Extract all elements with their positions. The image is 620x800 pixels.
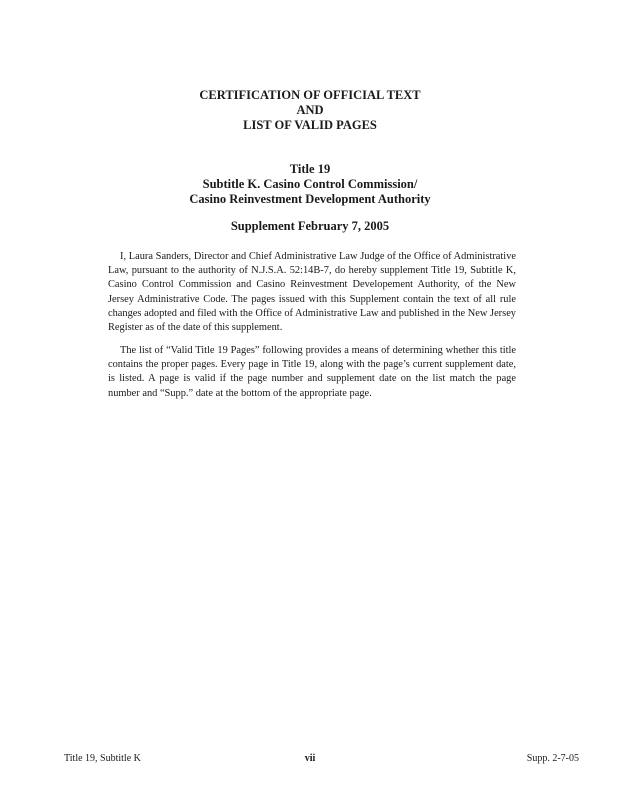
title-number: Title 19 <box>289 162 331 176</box>
certification-heading-line-1: CERTIFICATION OF OFFICIAL TEXT <box>199 88 421 102</box>
footer-page-number: vii <box>304 753 316 764</box>
footer-supplement-date: Supp. 2-7-05 <box>526 753 579 764</box>
certification-heading-line-3: LIST OF VALID PAGES <box>243 118 377 132</box>
title-block <box>0 162 620 207</box>
certification-heading-line-2: AND <box>296 103 324 117</box>
valid-pages-paragraph: The list of “Valid Title 19 Pages” following provides a means of determining whether this title contains the proper pages. Every page in Title 19, along with the page’s current supplement date, is listed. A page is valid if the page number and supplement date on the list match the page number and “Supp.” date at the bottom of the appropriate page. <box>108 345 516 399</box>
supplement-date: Supplement February 7, 2005 <box>230 219 390 233</box>
subtitle-line-2: Casino Reinvestment Development Authority <box>189 192 431 206</box>
subtitle-line-1: Subtitle K. Casino Control Commission/ <box>202 177 418 191</box>
footer-title: Title 19, Subtitle K <box>64 753 141 764</box>
certification-heading <box>0 88 620 133</box>
certification-paragraph: I, Laura Sanders, Director and Chief Administrative Law Judge of the Office of Administrative Law, pursuant to the authority of N.J.S.A. 52:14B-7, do hereby supplement Title 19, Subtitle K, Casino Control Commission and Casino Reinvestment Developement Authority, of the New Jersey Administrative Code. The pages issued with this Supplement contain the text of all rule changes adopted and filed with the Office of Administrative Law and published in the New Jersey Register as of the date of this supplement. <box>108 251 516 334</box>
